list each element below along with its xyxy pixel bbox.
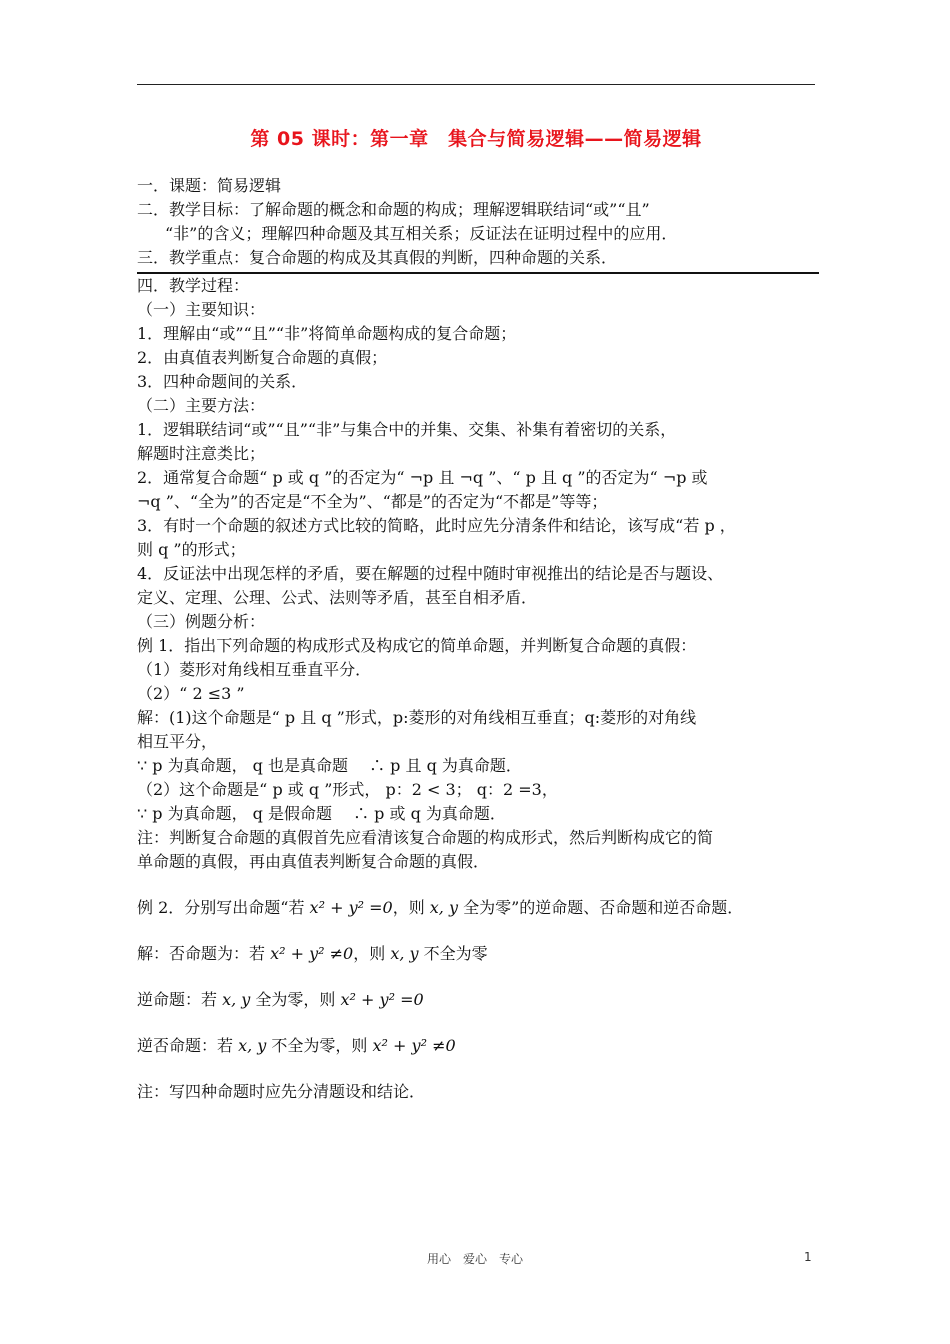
page-number: 1 xyxy=(804,1250,812,1264)
text-span: ，则 xyxy=(353,944,391,963)
list-item: 2．通常复合命题“ p 或 q ”的否定为“ ¬p 且 ¬q ”、“ p 且 q ”的否定为“ ¬p 或 xyxy=(137,468,708,487)
section-heading-methods: （二）主要方法： xyxy=(137,396,266,415)
process-heading: 四．教学过程： xyxy=(137,276,250,295)
example-1-item: （2）“ 2 ≤3 ” xyxy=(137,684,245,703)
list-item-cont: 解题时注意类比； xyxy=(137,444,266,463)
key-points-line: 三．教学重点：复合命题的构成及其真假的判断，四种命题的关系． xyxy=(137,248,618,267)
text-span: 例 2．分别写出命题“若 xyxy=(137,898,310,917)
solution-line: ∵ p 为真命题， q 也是真命题 ∴ p 且 q 为真命题． xyxy=(137,756,522,775)
topic-line: 一．课题：简易逻辑 xyxy=(137,176,282,195)
note-line: 单命题的真假，再由真值表判断复合命题的真假． xyxy=(137,852,490,871)
page-title: 第 05 课时：第一章 集合与简易逻辑——简易逻辑 xyxy=(250,128,702,150)
list-item: 1．逻辑联结词“或”“且”“非”与集合中的并集、交集、补集有着密切的关系， xyxy=(137,420,677,439)
math-expression: x² + y² ≠0 xyxy=(372,1036,456,1055)
example-1-item: （1）菱形对角线相互垂直平分． xyxy=(137,660,372,679)
section-heading-examples: （三）例题分析： xyxy=(137,612,266,631)
math-expression: x² + y² =0 xyxy=(309,898,393,917)
text-span: 全为零”的逆命题、否命题和逆否命题． xyxy=(458,898,744,917)
goals-line-cont: “非”的含义；理解四种命题及其互相关系；反证法在证明过程中的应用． xyxy=(165,224,678,243)
text-span: 逆命题：若 xyxy=(137,990,223,1009)
goals-line: 二．教学目标：了解命题的概念和命题的构成；理解逻辑联结词“或”“且” xyxy=(137,200,650,219)
text-span: 不全为零 xyxy=(418,944,488,963)
list-item: 3．四种命题间的关系． xyxy=(137,372,308,391)
solution-line: 解：(1)这个命题是“ p 且 q ”形式，p:菱形的对角线相互垂直；q:菱形的对角线 xyxy=(137,708,697,727)
negation-line xyxy=(137,942,819,966)
text-span: 全为零，则 xyxy=(250,990,341,1009)
converse-line xyxy=(137,988,819,1012)
solution-line: （2）这个命题是“ p 或 q ”形式， p：2 < 3； q：2 =3， xyxy=(137,780,558,799)
text-span: 解：否命题为：若 xyxy=(137,944,271,963)
math-expression: x² + y² =0 xyxy=(340,990,424,1009)
note-line: 注：判断复合命题的真假首先应看清该复合命题的构成形式，然后判断构成它的简 xyxy=(137,828,714,847)
note-line: 注：写四种命题时应先分清题设和结论． xyxy=(137,1082,426,1101)
list-item: 4．反证法中出现怎样的矛盾，要在解题的过程中随时审视推出的结论是否与题设、 xyxy=(137,564,724,583)
math-expression: x² + y² ≠0 xyxy=(270,944,354,963)
math-expression: x, y xyxy=(390,944,419,963)
list-item: 1．理解由“或”“且”“非”将简单命题构成的复合命题； xyxy=(137,324,517,343)
math-expression: x, y xyxy=(222,990,251,1009)
text-span: 逆否命题：若 xyxy=(137,1036,239,1055)
example-2-prompt xyxy=(137,896,819,920)
solution-line: ∵ p 为真命题， q 是假命题 ∴ p 或 q 为真命题． xyxy=(137,804,506,823)
list-item: 2．由真值表判断复合命题的真假； xyxy=(137,348,388,367)
solution-line: 相互平分， xyxy=(137,732,218,751)
section-heading-knowledge: （一）主要知识： xyxy=(137,300,266,319)
document-body xyxy=(137,174,819,1104)
text-span: ，则 xyxy=(392,898,430,917)
list-item-cont: 定义、定理、公理、公式、法则等矛盾，甚至自相矛盾． xyxy=(137,588,538,607)
contrapositive-line xyxy=(137,1034,819,1058)
header-rule xyxy=(137,84,815,85)
page-footer: 用心 爱心 专心 xyxy=(426,1252,523,1266)
math-expression: x, y xyxy=(238,1036,267,1055)
math-expression: x, y xyxy=(429,898,459,917)
list-item: 3．有时一个命题的叙述方式比较的简略，此时应先分清条件和结论，该写成“若 p ， xyxy=(137,516,736,535)
example-1-prompt: 例 1．指出下列命题的构成形式及构成它的简单命题，并判断复合命题的真假： xyxy=(137,636,697,655)
text-span: 不全为零，则 xyxy=(266,1036,373,1055)
list-item-cont: 则 q ”的形式； xyxy=(137,540,246,559)
list-item-cont: ¬q ”、“全为”的否定是“不全为”、“都是”的否定为“不都是”等等； xyxy=(137,492,608,511)
